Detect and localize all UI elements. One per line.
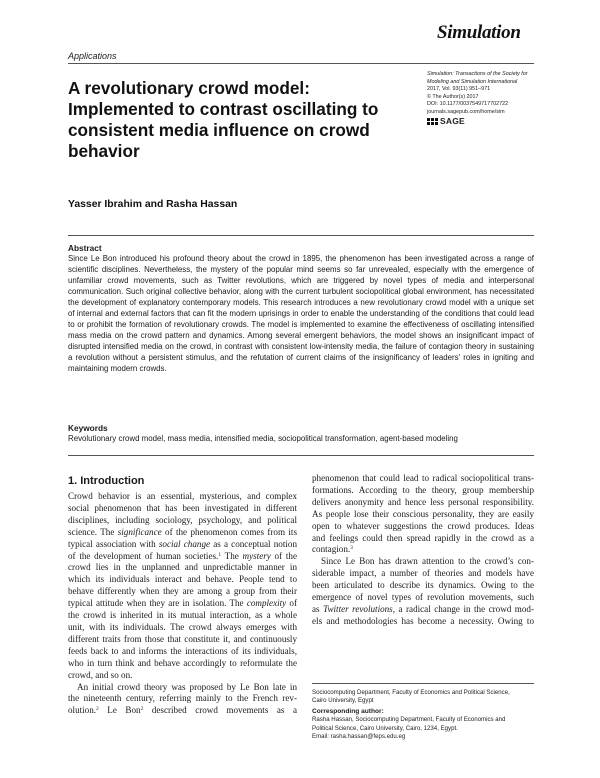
section-label: Applications [68, 51, 117, 61]
body-line: Since Le Bon has drawn attention to the crowd’s con- [321, 556, 534, 567]
body-line: behave differently when they are among a group from their [68, 586, 297, 597]
abstract-text: Since Le Bon introduced his profound theory about the crowd in 1895, the phenomenon has been investigated across a range of scientific disciplines. Nevertheless, the mystery of the popular mind seems so far unrevealed, especially with the emergence of unfamiliar crowd movements, such as Twitter revolutions, which are triggered by novel types of media and interpersonal communication. Such original collective behavior, along with the current turbulent sociopolitical global environment, has necessitated the development of explanatory contemporary models. This research introduces a new revolutionary crowd model with a unique set of internal and external factors that can fit the modern uprisings in order to enable the understanding of the conditions that could lead to or prohibit the formation of revolutionary crowds. The model is implemented to examine the effectiveness of oscillating intensified mass media on the crowd pattern and dynamics. Among several emergent behaviors, the model shows an insignificant impact of disrupted intensified media on the crowd, in contrast with consistent low-intensity media, the failure of contagion theory in sustaining a revolution without a persistent stimulus, and the refutation of current claims of the insignificancy of leaders' roles in igniting and maintaining modern crowds. [68, 254, 534, 373]
body-line: emergence of novel types of revolution movements, such [312, 592, 534, 603]
body-line: delivers anonymity and hence less personal responsibility. [312, 496, 534, 507]
body-line: typical association with social change as a conceptual notion [68, 538, 297, 549]
journal-url[interactable]: journals.sagepub.com/home/sim [427, 108, 505, 115]
abstract-heading: Abstract [68, 243, 102, 253]
body-line: as Twitter revolutions, a radical change in the crowd mod- [312, 603, 534, 614]
citation-marker[interactable]: 2 [140, 706, 144, 713]
body-line: who in turn think and behave accordingly to reformulate the [68, 657, 297, 668]
journal-volume: 2017, Vol. 93(11) 951–971 [427, 86, 491, 93]
body-line: els and methodologies has become a necessity. Owing to [312, 615, 534, 626]
body-column-right [312, 473, 534, 628]
body-line: social phenomenon that has been investigated in different [68, 502, 297, 513]
journal-full-title-line2: Modeling and Simulation International [427, 78, 518, 85]
body-line: science. The significance of the phenomenon comes from its [68, 526, 297, 537]
body-line: been articulated to describe its dynamics. Owing to the [312, 580, 534, 591]
body-line: unit, with its individuals. The crowd always emerges with [68, 621, 297, 632]
affiliation-line: Sociocomputing Department, Faculty of Economics and Political Science, [312, 689, 510, 696]
body-line: formations. According to the theory, group membership [312, 484, 534, 495]
corresponding-author [312, 708, 534, 742]
body-line: different traits from those that constitute it, and continuously [68, 633, 297, 644]
body-line: and feelings could then spread rapidly in the crowd as a [312, 532, 534, 543]
body-line: the nineteenth century, referring mainly to the French rev- [68, 693, 297, 704]
corresponding-author-heading: Corresponding author: [312, 708, 384, 715]
body-line: crowd, and so on. [68, 669, 133, 680]
footnote-divider [312, 683, 534, 684]
keywords-text: Revolutionary crowd model, mass media, intensified media, sociopolitical transformation, agent-based modeling [68, 434, 458, 443]
body-line: phenomenon that could lead to radical sociopolitical trans- [312, 473, 534, 483]
journal-logo: Simulation [437, 22, 521, 43]
sage-logo-icon [427, 118, 438, 127]
sage-logo-text: SAGE [440, 116, 465, 127]
corresponding-author-line: Political Science, Cairo University, Cairo, 1234, Egypt. [312, 724, 458, 732]
body-line: typical attitude when they are in isolation. The complexity of [68, 598, 297, 609]
body-line: olution.$^2$ Le Bon$^2$ described crowd movements as a [68, 705, 297, 716]
journal-full-title-line1: Simulation: Transactions of the Society for [427, 71, 528, 77]
body-line: which its individuals interact and behave. People tend to [68, 574, 297, 585]
sage-logo [427, 118, 552, 127]
affiliation-line: Cairo University, Egypt [312, 697, 374, 705]
body-column-left [68, 491, 297, 717]
keywords-heading: Keywords [68, 423, 108, 433]
body-line: crowd lies in the unplanned and unpredictable manner in [68, 562, 297, 573]
body-line: open to whatever suggestions the crowd produces. Ideas [312, 520, 534, 531]
section-heading-introduction: 1. Introduction [68, 475, 145, 487]
body-line: contagion.$^3$ [312, 544, 353, 555]
body-line: the crowd is inherited in its mutual interaction, as a whole [68, 610, 297, 621]
author-list: Yasser Ibrahim and Rasha Hassan [68, 199, 238, 210]
body-line: feeds back to and informs the interactions of its individuals, [68, 645, 297, 656]
body-line: As people lose their conscious personality, they are easily [312, 508, 534, 519]
journal-metadata [427, 71, 552, 127]
keywords-divider [68, 455, 534, 456]
body-line: siderable impact, a number of theories and models have [312, 568, 534, 579]
abstract-divider [68, 235, 534, 236]
corresponding-author-email[interactable]: Email: rasha.hassan@feps.edu.eg [312, 733, 406, 741]
citation-marker[interactable]: 3 [350, 545, 353, 552]
body-line: An initial crowd theory was proposed by Le Bon late in [77, 681, 297, 692]
citation-marker[interactable]: 1 [218, 551, 222, 558]
article-title: A revolutionary crowd model: Implemented to contrast oscillating to consistent media influence on crowd behavior [68, 78, 379, 161]
body-line: of the development of human societies.$^1$ The mystery of the [68, 550, 297, 561]
journal-doi[interactable]: DOI: 10.1177/0037549717702722 [427, 101, 509, 108]
body-line: disciplines, including sociology, psychology, and political [68, 514, 297, 525]
citation-marker[interactable]: 2 [96, 706, 99, 713]
corresponding-author-line: Rasha Hassan, Sociocomputing Department, Faculty of Economics and [312, 716, 506, 724]
journal-copyright: © The Author(s) 2017 [427, 93, 479, 100]
body-line: Crowd behavior is an essential, mysterious, and complex [68, 491, 297, 501]
author-affiliation [312, 689, 534, 706]
header-divider [68, 63, 534, 64]
